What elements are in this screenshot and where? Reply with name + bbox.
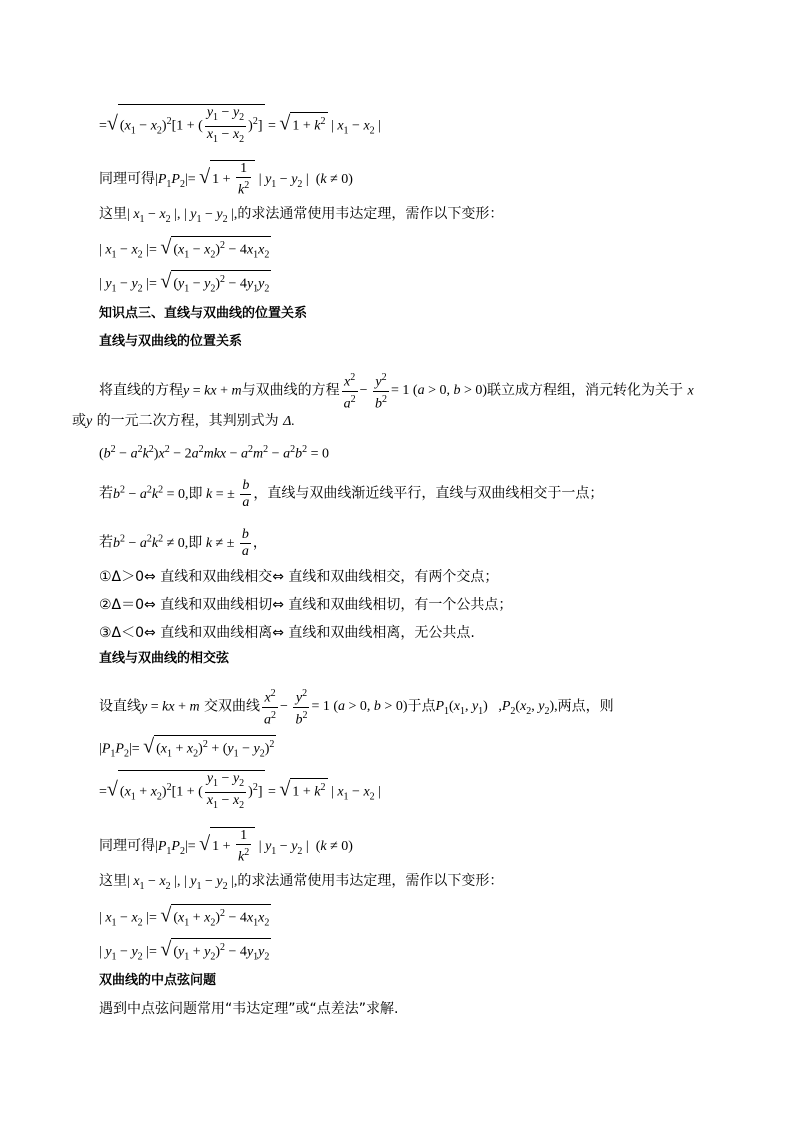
chord-formula-3: 同理可得$|P_1P_2|=$ √ 1 + $\frac{1}{k^2}$ | $y_1 - y_2$ | (k ≠ 0) (99, 828, 353, 865)
case-separate: ③Δ＜0⇔ 直线和双曲线相离⇔ 直线和双曲线相离，无公共点. (99, 625, 475, 641)
chord-formula-2: =√ $(x_1 + x_2)^2[1$ + ( $\frac{y_1 - y_2}{x_1 - x_2}$ )$^2$] = √ $1 + k^2$ | $x_1 - x_2$ | (99, 770, 381, 814)
subheading-position: 直线与双曲线的位置关系 (99, 334, 243, 349)
formula-line-4: | $x_1 - x_2$ |= √ $(x_1 - x_2)^2 - 4x_1x_2$ (99, 236, 271, 264)
chord-formula-4: | $x_1 - x_2$ |= √ $(x_1 + x_2)^2 - 4x_1x_2$ (99, 904, 271, 932)
section-heading-3: 知识点三、直线与双曲线的位置关系 (99, 306, 308, 321)
case-tangent: ②Δ＝0⇔ 直线和双曲线相切⇔ 直线和双曲线相切，有一个公共点； (99, 597, 513, 613)
paragraph-2: 若$b^2 - a^2k^2 = 0$,即 k = ± $\frac{b}{a}$ ，直线与双曲线渐近线平行，直线与双曲线相交于一点； (99, 478, 604, 510)
formula-line-5: | $y_1 - y_2$ |= √ $(y_1 - y_2)^2 - 4y_1y_2$ (99, 270, 271, 298)
subheading-chord: 直线与双曲线的相交弦 (99, 651, 230, 666)
paragraph-3: 若$b^2 - a^2k^2 \ne 0$,即 k ≠ ± $\frac{b}{a}$ ， (99, 527, 267, 559)
case-intersect: ①Δ＞0⇔ 直线和双曲线相交⇔ 直线和双曲线相交，有两个交点； (99, 569, 499, 585)
chord-formula-5: | $y_1 - y_2$ |= √ $(y_1 + y_2)^2 - 4y_1y_2$ (99, 938, 271, 966)
formula-line-2: 同理可得$|P_1P_2|=$ √ 1 + $\frac{1}{k^2}$ | $y_1 - y_2$ | (k ≠ 0) (99, 161, 353, 198)
chord-formula-1: $|P_1P_2|=$ √ $(x_1 + x_2)^2 + (y_1 - y_2)^2$ (99, 735, 276, 763)
text-line-vieta: 这里| $x_1 - x_2$ |, | $y_1 - y_2$ |,的求法通常使用韦达定理，需作以下变形： (99, 873, 504, 892)
midpoint-text: 遇到中点弦问题常用“韦达定理”或“点差法”求解. (99, 1001, 399, 1017)
formula-line-1: =√ $(x_1 - x_2)^2[1$ + ( $\frac{y_1 - y_2}{x_1 - x_2}$ )$^2$] = √ $1 + k^2$ | $x_1 - x_2$ | (99, 104, 381, 148)
text-line-3: 这里| $x_1 - x_2$ |, | $y_1 - y_2$ |,的求法通常使用韦达定理，需作以下变形： (99, 206, 504, 225)
subheading-midpoint: 双曲线的中点弦问题 (99, 973, 217, 988)
paragraph-1-line-1: 将直线的方程y = kx + m与双曲线的方程 $\frac{x^2}{a^2}$ − $\frac{y^2}{b^2}$ = 1 (a > 0, b > 0)联立成方程组，消元转化为关于 x (99, 372, 694, 412)
quadratic-equation: $(b^2 - a^2k^2)x^2 - 2a^2mkx - a^2m^2 - a^2b^2 = 0$ (99, 444, 329, 462)
paragraph-4: 设直线y = kx + m 交双曲线 $\frac{x^2}{a^2}$ − $\frac{y^2}{b^2}$ = 1 (a > 0, b > 0)于点$P_1(x_1$, $y_1$) $,P_2(x_2$, $y_2$),两点，则 (99, 688, 614, 728)
paragraph-1-line-2: 或y 的一元二次方程，其判别式为 Δ. (72, 413, 295, 429)
